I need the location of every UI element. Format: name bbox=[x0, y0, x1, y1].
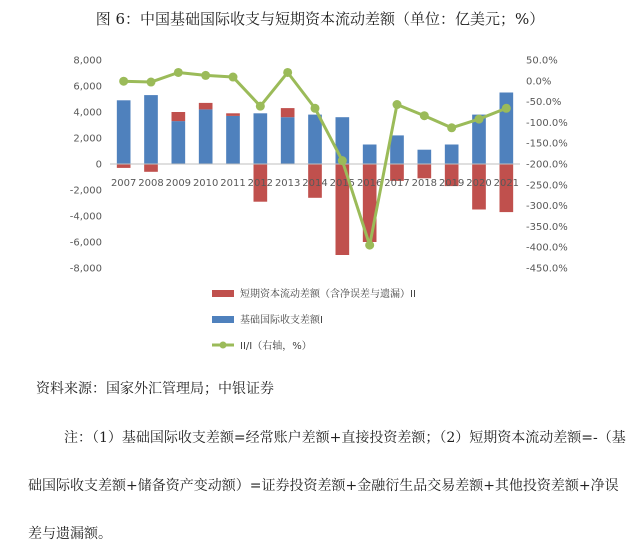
x-tick-label: 2013 bbox=[274, 178, 301, 189]
y-right-tick-label: -50.0% bbox=[526, 97, 562, 109]
y-left-tick-label: -8,000 bbox=[69, 263, 102, 275]
y-right-tick-label: -450.0% bbox=[526, 263, 568, 275]
basic-balance-bar bbox=[144, 95, 158, 164]
y-right-tick-label: -400.0% bbox=[526, 242, 568, 254]
legend-label-short-term: 短期资本流动差额（含净误差与遗漏）II bbox=[240, 289, 416, 300]
legend-swatch-ratio-marker bbox=[220, 342, 227, 349]
short-term-flow-bar bbox=[144, 164, 158, 172]
x-tick-label: 2015 bbox=[329, 178, 356, 189]
source-note: 资料来源：国家外汇管理局；中银证券 bbox=[36, 381, 274, 397]
y-left-tick-label: -2,000 bbox=[69, 185, 102, 197]
x-tick-label: 2021 bbox=[493, 178, 520, 189]
ratio-point bbox=[475, 115, 484, 124]
x-tick-label: 2019 bbox=[438, 178, 465, 189]
ratio-point bbox=[338, 156, 347, 165]
y-left-tick-label: -4,000 bbox=[69, 211, 102, 223]
ratio-point bbox=[447, 123, 456, 132]
ratio-point bbox=[229, 73, 238, 82]
basic-balance-bar bbox=[226, 116, 240, 164]
x-tick-label: 2010 bbox=[192, 178, 219, 189]
ratio-point bbox=[502, 104, 511, 113]
basic-balance-bar bbox=[418, 150, 432, 164]
basic-balance-bar bbox=[308, 115, 322, 164]
legend-label-basic: 基础国际收支差额I bbox=[240, 315, 323, 326]
figure-title: 图 6：中国基础国际收支与短期资本流动差额（单位：亿美元；%） bbox=[95, 10, 545, 28]
basic-balance-bar bbox=[363, 145, 377, 165]
ratio-point bbox=[119, 77, 128, 86]
y-left-tick-label: 4,000 bbox=[73, 107, 102, 119]
y-right-tick-label: -250.0% bbox=[526, 180, 568, 192]
x-tick-label: 2020 bbox=[466, 178, 492, 189]
y-right-tick-label: -150.0% bbox=[526, 138, 568, 150]
short-term-flow-bar bbox=[172, 112, 186, 121]
y-left-tick-label: 8,000 bbox=[73, 55, 102, 67]
x-tick-label: 2014 bbox=[302, 178, 328, 189]
x-tick-label: 2012 bbox=[247, 178, 274, 189]
short-term-flow-bar bbox=[117, 164, 131, 168]
basic-balance-bar bbox=[390, 135, 404, 164]
ratio-point bbox=[365, 241, 374, 250]
chart bbox=[0, 36, 640, 366]
ratio-point bbox=[420, 111, 429, 120]
y-right-tick-label: -200.0% bbox=[526, 159, 568, 171]
ratio-point bbox=[201, 71, 210, 80]
ratio-point bbox=[147, 78, 156, 87]
ratio-point bbox=[283, 68, 292, 77]
short-term-flow-bar bbox=[199, 103, 213, 110]
ratio-point bbox=[256, 102, 265, 111]
y-left-tick-label: 2,000 bbox=[73, 133, 102, 145]
x-tick-label: 2009 bbox=[165, 178, 192, 189]
y-left-tick-label: 0 bbox=[95, 159, 102, 171]
basic-balance-bar bbox=[117, 100, 131, 164]
basic-balance-bar bbox=[254, 113, 268, 164]
x-tick-label: 2011 bbox=[220, 178, 246, 189]
legend-swatch-basic bbox=[212, 316, 234, 323]
basic-balance-bar bbox=[281, 117, 295, 164]
y-right-tick-label: 0.0% bbox=[526, 76, 552, 88]
x-tick-label: 2017 bbox=[384, 178, 410, 189]
short-term-flow-bar bbox=[281, 108, 295, 117]
basic-balance-bar bbox=[172, 121, 186, 164]
x-tick-label: 2008 bbox=[138, 178, 164, 189]
y-right-tick-label: -350.0% bbox=[526, 221, 568, 233]
y-left-tick-label: -6,000 bbox=[69, 237, 102, 249]
ratio-point bbox=[393, 100, 402, 109]
y-right-tick-label: 50.0% bbox=[526, 55, 558, 67]
x-tick-label: 2007 bbox=[110, 178, 137, 189]
ratio-point bbox=[174, 68, 183, 77]
short-term-flow-bar bbox=[418, 164, 432, 178]
ratio-point bbox=[311, 104, 320, 113]
y-right-tick-label: -300.0% bbox=[526, 201, 568, 213]
y-left-tick-label: 6,000 bbox=[73, 81, 102, 93]
basic-balance-bar bbox=[500, 93, 514, 165]
x-tick-label: 2016 bbox=[356, 178, 383, 189]
footnote: 注：（1）基础国际收支差额=经常账户差额+直接投资差额；（2）短期资本流动差额=-（基础国际收支差额+储备资产变动额）=证券投资差额+金融衍生品交易差额+其他投资差额+净误差与遗漏额。 bbox=[28, 430, 626, 542]
x-tick-label: 2018 bbox=[411, 178, 438, 189]
short-term-flow-bar bbox=[226, 113, 240, 116]
basic-balance-bar bbox=[445, 145, 459, 165]
legend-swatch-short-term bbox=[212, 290, 234, 297]
legend-label-ratio: II/I（右轴，%） bbox=[240, 341, 312, 352]
basic-balance-bar bbox=[199, 109, 213, 164]
y-right-tick-label: -100.0% bbox=[526, 117, 568, 129]
